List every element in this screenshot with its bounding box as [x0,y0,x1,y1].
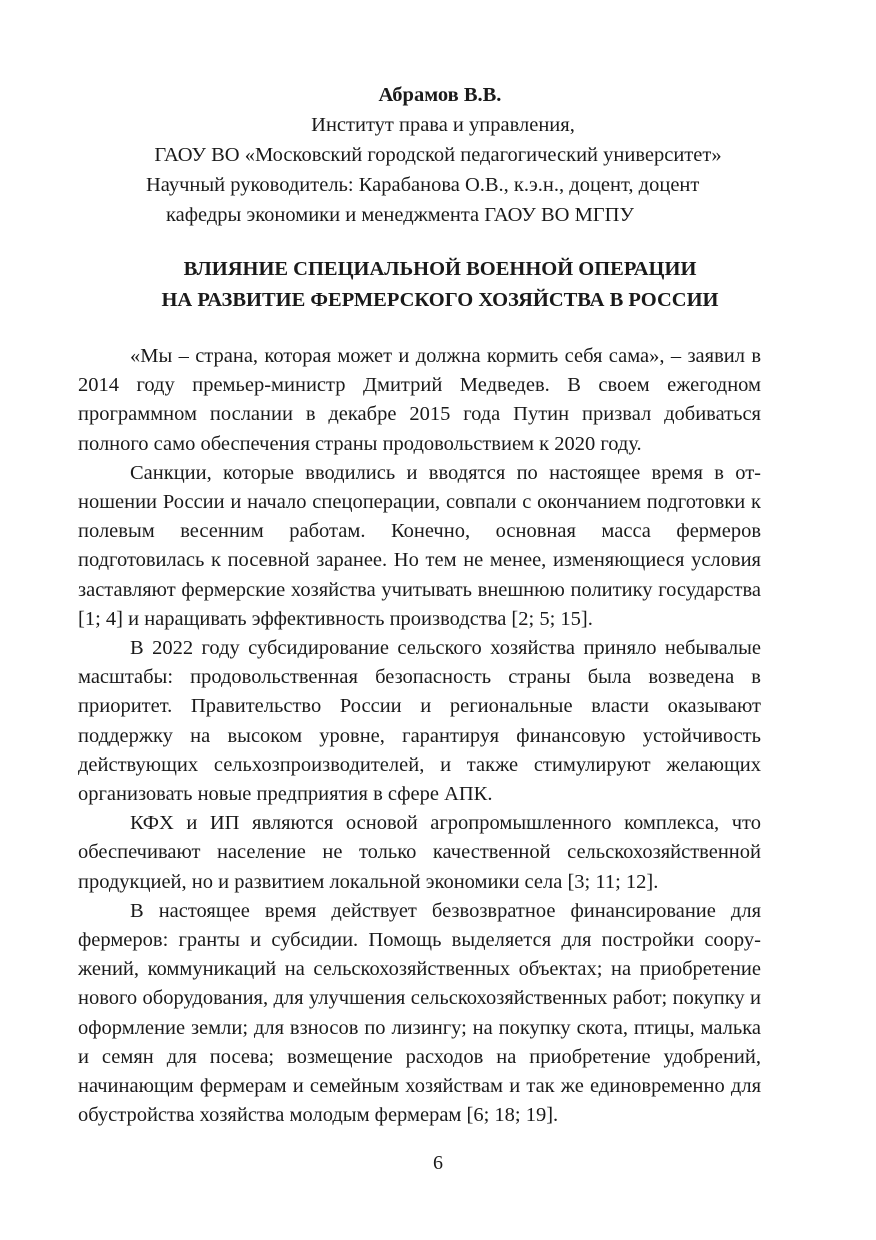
paragraph-2: Санкции, которые вводились и вводятся по настоящее время в отношении России и начало спецоперации, совпали с окончанием подготовки к полевым весенним работам. Конечно, основная масса фермеров подготовилась к посевной заранее. Но тем не менее, изменяющиеся условия заставляют фермерские хозяйства учитывать внешнюю политику государства [1; 4] и наращивать эффективность производства [2; 5; 15]. [78,461,761,630]
institute-name: Институт права и управления, [311,114,575,136]
organization-name: ГАОУ ВО «Московский городской педагогический университет» [154,144,722,166]
paragraph-1: «Мы – страна, которая может и должна кормить себя сама», – заявил в 2014 году премьер-министр Дмитрий Медведев. В своем ежегодном программном послании в декабре 2015 года Путин призвал добиваться полного само обеспечения страны продовольствием к 2020 году. [78,345,761,455]
supervisor-line-1: Научный руководитель: Карабанова О.В., к.э.н., доцент, доцент [146,174,700,196]
paragraph-5: В настоящее время действует безвозвратное финансирование для фермеров: гранты и субсидии. Помощь выделяется для постройки сооружений, коммуникаций на сельскохозяйственных объектах; на приобретение нового оборудования, для улучшения сельскохозяйственных работ; покупку и оформление земли; для взносов по лизингу; на покупку скота, птицы, малька и семян для посева; возмещение расходов на приобретение удобрений, начинающим фермерам и семейным хозяйствам и так же единовременно для обустройства хозяйства молодым фермерам [6; 18; 19]. [78,899,761,1127]
article-header [0,80,876,230]
paragraph-3: В 2022 году субсидирование сельского хозяйства приняло небывалые масштабы: продовольственная безопасность страны была возведена в приоритет. Правительство России и региональные власти оказывают поддержку на высоком уровне, гарантируя финансовую устойчивость действующих сельхозпроизводителей, и также стимулируют желающих организовать новые предприятия в сфере АПК. [78,637,761,806]
author-name: Абрамов В.В. [378,84,502,106]
supervisor-line-2: кафедры экономики и менеджмента ГАОУ ВО МГПУ [166,204,634,226]
title-line-1: ВЛИЯНИЕ СПЕЦИАЛЬНОЙ ВОЕННОЙ ОПЕРАЦИИ [183,258,697,280]
article-title [0,254,876,316]
page-number: 6 [433,1152,443,1174]
paragraph-4: КФХ и ИП являются основой агропромышленного комплекса, что обеспечивают население не только качественной сельскохозяйственной продукцией, но и развитием локальной экономики села [3; 11; 12]. [78,812,761,893]
article-body [78,342,761,1130]
title-line-2: НА РАЗВИТИЕ ФЕРМЕРСКОГО ХОЗЯЙСТВА В РОССИИ [161,289,719,311]
